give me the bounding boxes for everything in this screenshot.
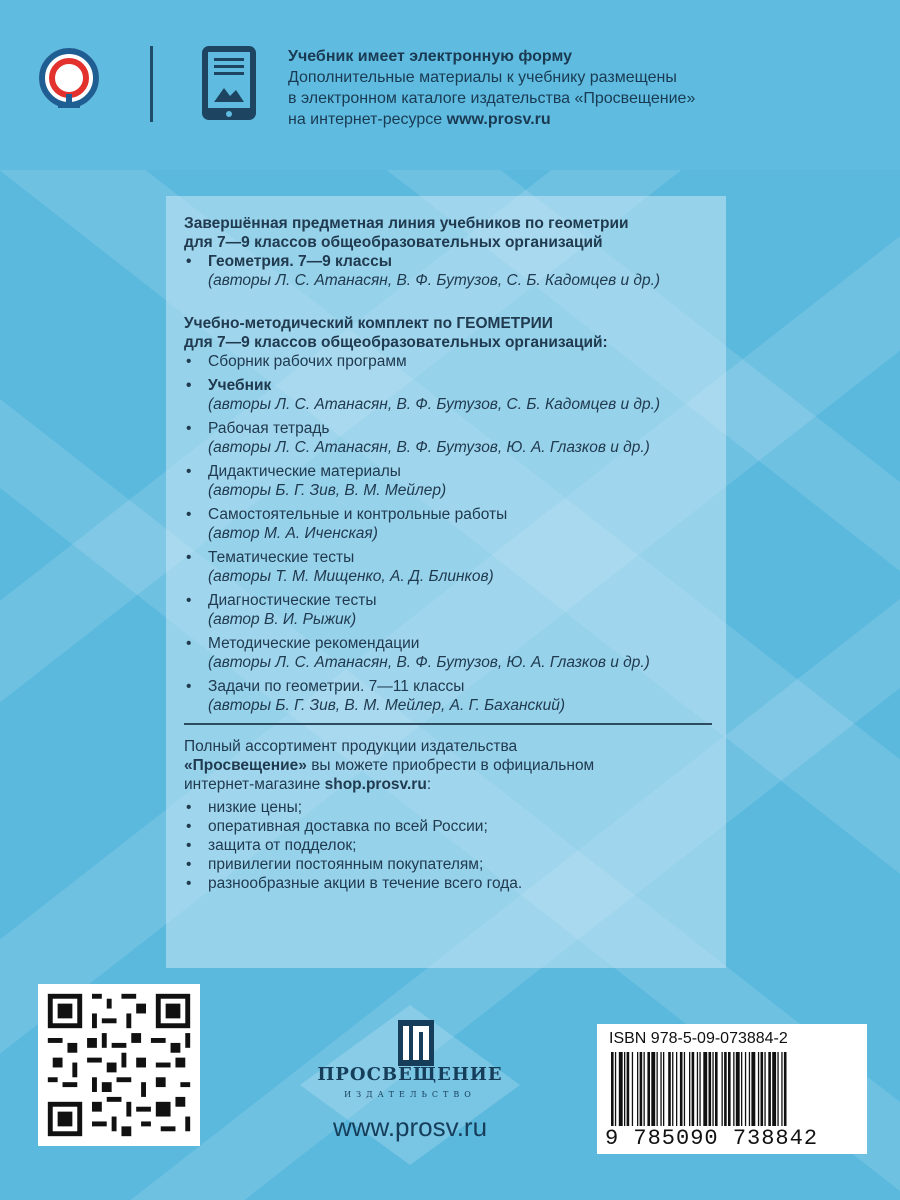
bullet-icon: • [186, 818, 192, 835]
tablet-icon [200, 44, 258, 122]
barcode-bar [660, 1052, 661, 1126]
kit-item-title: Тематические тесты [208, 549, 355, 566]
eform-title: Учебник имеет электронную форму [288, 48, 572, 65]
eform-url: www.prosv.ru [446, 111, 551, 128]
barcode-bar [632, 1052, 633, 1126]
kit-item-authors: (авторы Т. М. Мищенко, А. Д. Блинков) [208, 568, 494, 585]
kit-item [184, 505, 714, 524]
kit-item [184, 677, 714, 696]
barcode-bar [761, 1052, 764, 1126]
kit-heading-1: Учебно-методический комплект по ГЕОМЕТРИИ [184, 315, 553, 332]
barcode-bar [657, 1052, 658, 1126]
shop-line-1: Полный ассортимент продукции издательства [184, 738, 518, 755]
barcode-bar [722, 1052, 723, 1126]
barcode-bar [672, 1052, 673, 1126]
barcode-bar [663, 1052, 664, 1126]
barcode-bar [644, 1052, 645, 1126]
shop-line-2 [184, 756, 714, 775]
isbn-label: ISBN 978-5-09-073884-2 [609, 1030, 788, 1047]
bullet-icon: • [186, 837, 192, 854]
isbn-digits: 9 785090 738842 [605, 1126, 819, 1151]
kit-item [184, 634, 714, 653]
barcode-bar [615, 1052, 616, 1126]
kit-item-title: Рабочая тетрадь [208, 420, 330, 437]
barcode-bar [733, 1052, 734, 1126]
kit-item-authors: (авторы Л. С. Атанасян, В. Ф. Бутузов, С. Б. Кадомцев и др.) [208, 396, 661, 413]
barcode-bar [751, 1052, 755, 1126]
header-divider [150, 46, 153, 122]
complete-line-item [184, 252, 714, 271]
barcode-bar [781, 1052, 782, 1126]
bullet-icon: • [186, 678, 192, 695]
complete-line-heading-2: для 7—9 классов общеобразовательных организаций [184, 234, 603, 251]
shop-benefit-text: разнообразные акции в течение всего года. [208, 875, 523, 892]
shop-benefit [184, 855, 714, 874]
shop-brand: «Просвещение» [184, 757, 307, 774]
barcode-bar [741, 1052, 742, 1126]
shop-benefit-text: привилегии постоянным покупателям; [208, 856, 484, 873]
barcode-bar [772, 1052, 776, 1126]
shop-benefit-text: защита от подделок; [208, 837, 357, 854]
barcode-bar [784, 1052, 787, 1126]
barcode-bar [712, 1052, 713, 1126]
barcode [607, 1052, 857, 1128]
kit-item-authors: (авторы Л. С. Атанасян, В. Ф. Бутузов, Ю. А. Глазков и др.) [208, 654, 650, 671]
barcode-bar [611, 1052, 614, 1126]
publisher-subtitle: ИЗДАТЕЛЬСТВО [344, 1090, 476, 1099]
barcode-bar [697, 1052, 698, 1126]
barcode-bar [676, 1052, 677, 1126]
barcode-bar [758, 1052, 759, 1126]
kit-item-title: Сборник рабочих программ [208, 353, 407, 370]
barcode-bar [777, 1052, 778, 1126]
kit-item-title: Учебник [208, 377, 272, 394]
barcode-bar [627, 1052, 630, 1126]
barcode-bar [703, 1052, 707, 1126]
bullet-icon: • [186, 856, 192, 873]
bullet-icon: • [186, 875, 192, 892]
barcode-bar [692, 1052, 695, 1126]
complete-line-authors: (авторы Л. С. Атанасян, В. Ф. Бутузов, С. Б. Кадомцев и др.) [208, 272, 661, 289]
kit-item-authors: (автор В. И. Рыжик) [208, 611, 357, 628]
complete-line-heading-1: Завершённая предметная линия учебников по геометрии [184, 215, 629, 232]
barcode-bar [637, 1052, 638, 1126]
content-panel [166, 196, 726, 968]
kit-item-title: Задачи по геометрии. 7—11 классы [208, 678, 465, 695]
kit-item [184, 591, 714, 610]
barcode-bar [684, 1052, 685, 1126]
shop-benefit [184, 874, 714, 893]
kit-item-authors: (авторы Б. Г. Зив, В. М. Мейлер) [208, 482, 447, 499]
barcode-bar [724, 1052, 727, 1126]
eform-line-2: в электронном каталоге издательства «Просвещение» [288, 90, 696, 107]
kit-item-authors: (авторы Б. Г. Зив, В. М. Мейлер, А. Г. Баханский) [208, 697, 565, 714]
barcode-bar [728, 1052, 731, 1126]
shop-line-2-text: вы можете приобрести в официальном [306, 757, 595, 774]
kit-item-authors: (автор М. А. Иченская) [208, 525, 378, 542]
shop-benefit-text: оперативная доставка по всей России; [208, 818, 488, 835]
barcode-bar [689, 1052, 690, 1126]
kit-item-authors: (авторы Л. С. Атанасян, В. Ф. Бутузов, Ю. А. Глазков и др.) [208, 439, 650, 456]
barcode-bar [709, 1052, 712, 1126]
eform-line-3-text: на интернет-ресурсе [288, 111, 447, 128]
kit-item-title: Методические рекомендации [208, 635, 420, 652]
shop-benefit [184, 798, 714, 817]
prosveshchenie-logo-icon [34, 44, 104, 120]
bullet-icon: • [186, 592, 192, 609]
kit-item [184, 352, 714, 371]
bullet-icon: • [186, 463, 192, 480]
barcode-bar [647, 1052, 650, 1126]
barcode-bar [768, 1052, 771, 1126]
bullet-icon: • [186, 253, 192, 270]
bullet-icon: • [186, 635, 192, 652]
shop-benefit [184, 817, 714, 836]
kit-item [184, 462, 714, 481]
publisher-url[interactable]: www.prosv.ru [332, 1112, 488, 1142]
kit-item [184, 548, 714, 567]
shop-benefit [184, 836, 714, 855]
bullet-icon: • [186, 353, 192, 370]
kit-item [184, 419, 714, 438]
kit-item-title: Диагностические тесты [208, 592, 377, 609]
bullet-icon: • [186, 377, 192, 394]
barcode-bar [624, 1052, 625, 1126]
barcode-bar [736, 1052, 740, 1126]
electronic-form-notice [288, 46, 695, 130]
shop-line-3-text: интернет-магазине [184, 776, 325, 793]
eform-line-3 [288, 109, 695, 130]
kit-heading-2: для 7—9 классов общеобразовательных организаций: [184, 334, 608, 351]
isbn-barcode-box [597, 1024, 867, 1154]
complete-line-item-title: Геометрия. 7—9 классы [208, 253, 392, 270]
bullet-icon: • [186, 506, 192, 523]
bullet-icon: • [186, 549, 192, 566]
kit-item [184, 376, 714, 395]
shop-benefit-text: низкие цены; [208, 799, 303, 816]
barcode-bar [699, 1052, 700, 1126]
publisher-name: ПРОСВЕЩЕНИЕ [317, 1064, 503, 1085]
barcode-bar [749, 1052, 750, 1126]
bullet-icon: • [186, 420, 192, 437]
shop-line-3-suffix: : [426, 776, 432, 793]
barcode-bar [619, 1052, 623, 1126]
section-divider [184, 723, 712, 725]
publisher-mark-icon [398, 1020, 434, 1066]
barcode-bar [764, 1052, 765, 1126]
barcode-bar [745, 1052, 746, 1126]
kit-item-title: Самостоятельные и контрольные работы [208, 506, 508, 523]
shop-line-3 [184, 775, 714, 794]
barcode-bar [668, 1052, 671, 1126]
kit-item-title: Дидактические материалы [208, 463, 401, 480]
qr-code[interactable] [38, 984, 200, 1146]
barcode-bar [651, 1052, 655, 1126]
bullet-icon: • [186, 799, 192, 816]
shop-url: shop.prosv.ru [324, 776, 427, 793]
barcode-bar [680, 1052, 683, 1126]
barcode-bar [715, 1052, 718, 1126]
barcode-bar [640, 1052, 643, 1126]
eform-line-1: Дополнительные материалы к учебнику размещены [288, 69, 677, 86]
